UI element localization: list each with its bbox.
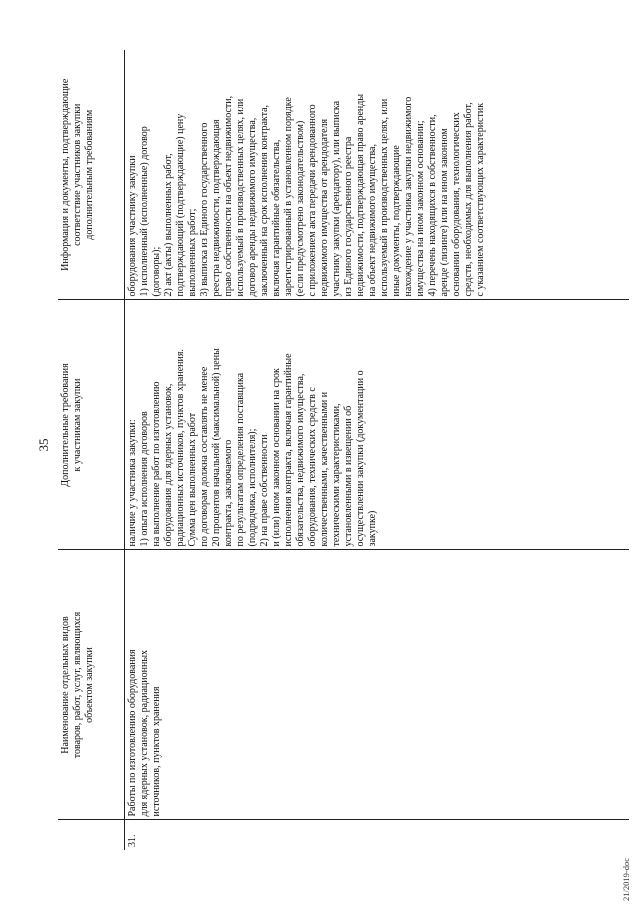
- header-additional-requirements: Дополнительные требования к участникам закупки: [58, 300, 124, 550]
- table-row: [124, 50, 629, 850]
- requirements-table: [58, 50, 629, 850]
- row-number: 31.: [126, 834, 138, 847]
- header-number: [58, 820, 124, 850]
- row-additional-requirements: наличие у участника закупки: 1) опыта исполнения договоров на выполнение работ по изготовлению оборудования для ядерных установок, радиационных источников, пунктов хранения. Сумма цен выполненных работ по договорам должна составлять не менее 20 процентов начальной (максимальной) цены контракта, заключаемого по результатам определения поставщика (подрядчика, исполнителя); 2) на праве собственности и (или) ином законном основании на срок исполнения контракта, включая гарантийные обязательства, недвижимого имущества, оборудования, технических средств с количественными, качественными и техническими характеристиками, установленными в извещении об осуществлении закупки (документации о закупке): [124, 300, 629, 550]
- document-file-reference: 21/2019-doc: [621, 858, 631, 901]
- header-confirming-documents: Информация и документы, подтверждающие соответствие участников закупки дополнительным требованиям: [58, 50, 124, 300]
- table-header-row: [58, 50, 124, 850]
- row-item-name: Работы по изготовлению оборудования для ядерных установок, радиационных источников, пунктов хранения: [124, 550, 629, 820]
- page-number: 35: [36, 438, 51, 452]
- header-item-name: Наименование отдельных видов товаров, работ, услуг, являющихся объектом закупки: [58, 550, 124, 820]
- row-confirming-documents: оборудования участнику закупки 1) исполненный (исполненные) договор (договоры); 2) акт (акты) выполненных работ, подтверждающий (подтверждающие) цену выполненных работ; 3) выписка из Единого государственного реестра недвижимости, подтверждающая право собственности на объект недвижимости, используемый в производственных целях, или договор аренды недвижимого имущества, заключенный на срок исполнения контракта, включая гарантийные обязательства, зарегистрированный в установленном порядке (если предусмотрено законодательством) с приложением акта передачи арендованного недвижимого имущества от арендодателя участнику закупки (арендатору), или выписка из Единого государственного реестра недвижимости, подтверждающая право аренды на объект недвижимого имущества, используемый в производственных целях, или иные документы, подтверждающие нахождение у участника закупки недвижимого имущества на ином законном основании; 4) перечень находящихся в собственности, аренде (лизинге) или на ином законном основании оборудования, технологических средств, необходимых для выполнения работ, с указанием соответствующих характеристик: [124, 50, 629, 300]
